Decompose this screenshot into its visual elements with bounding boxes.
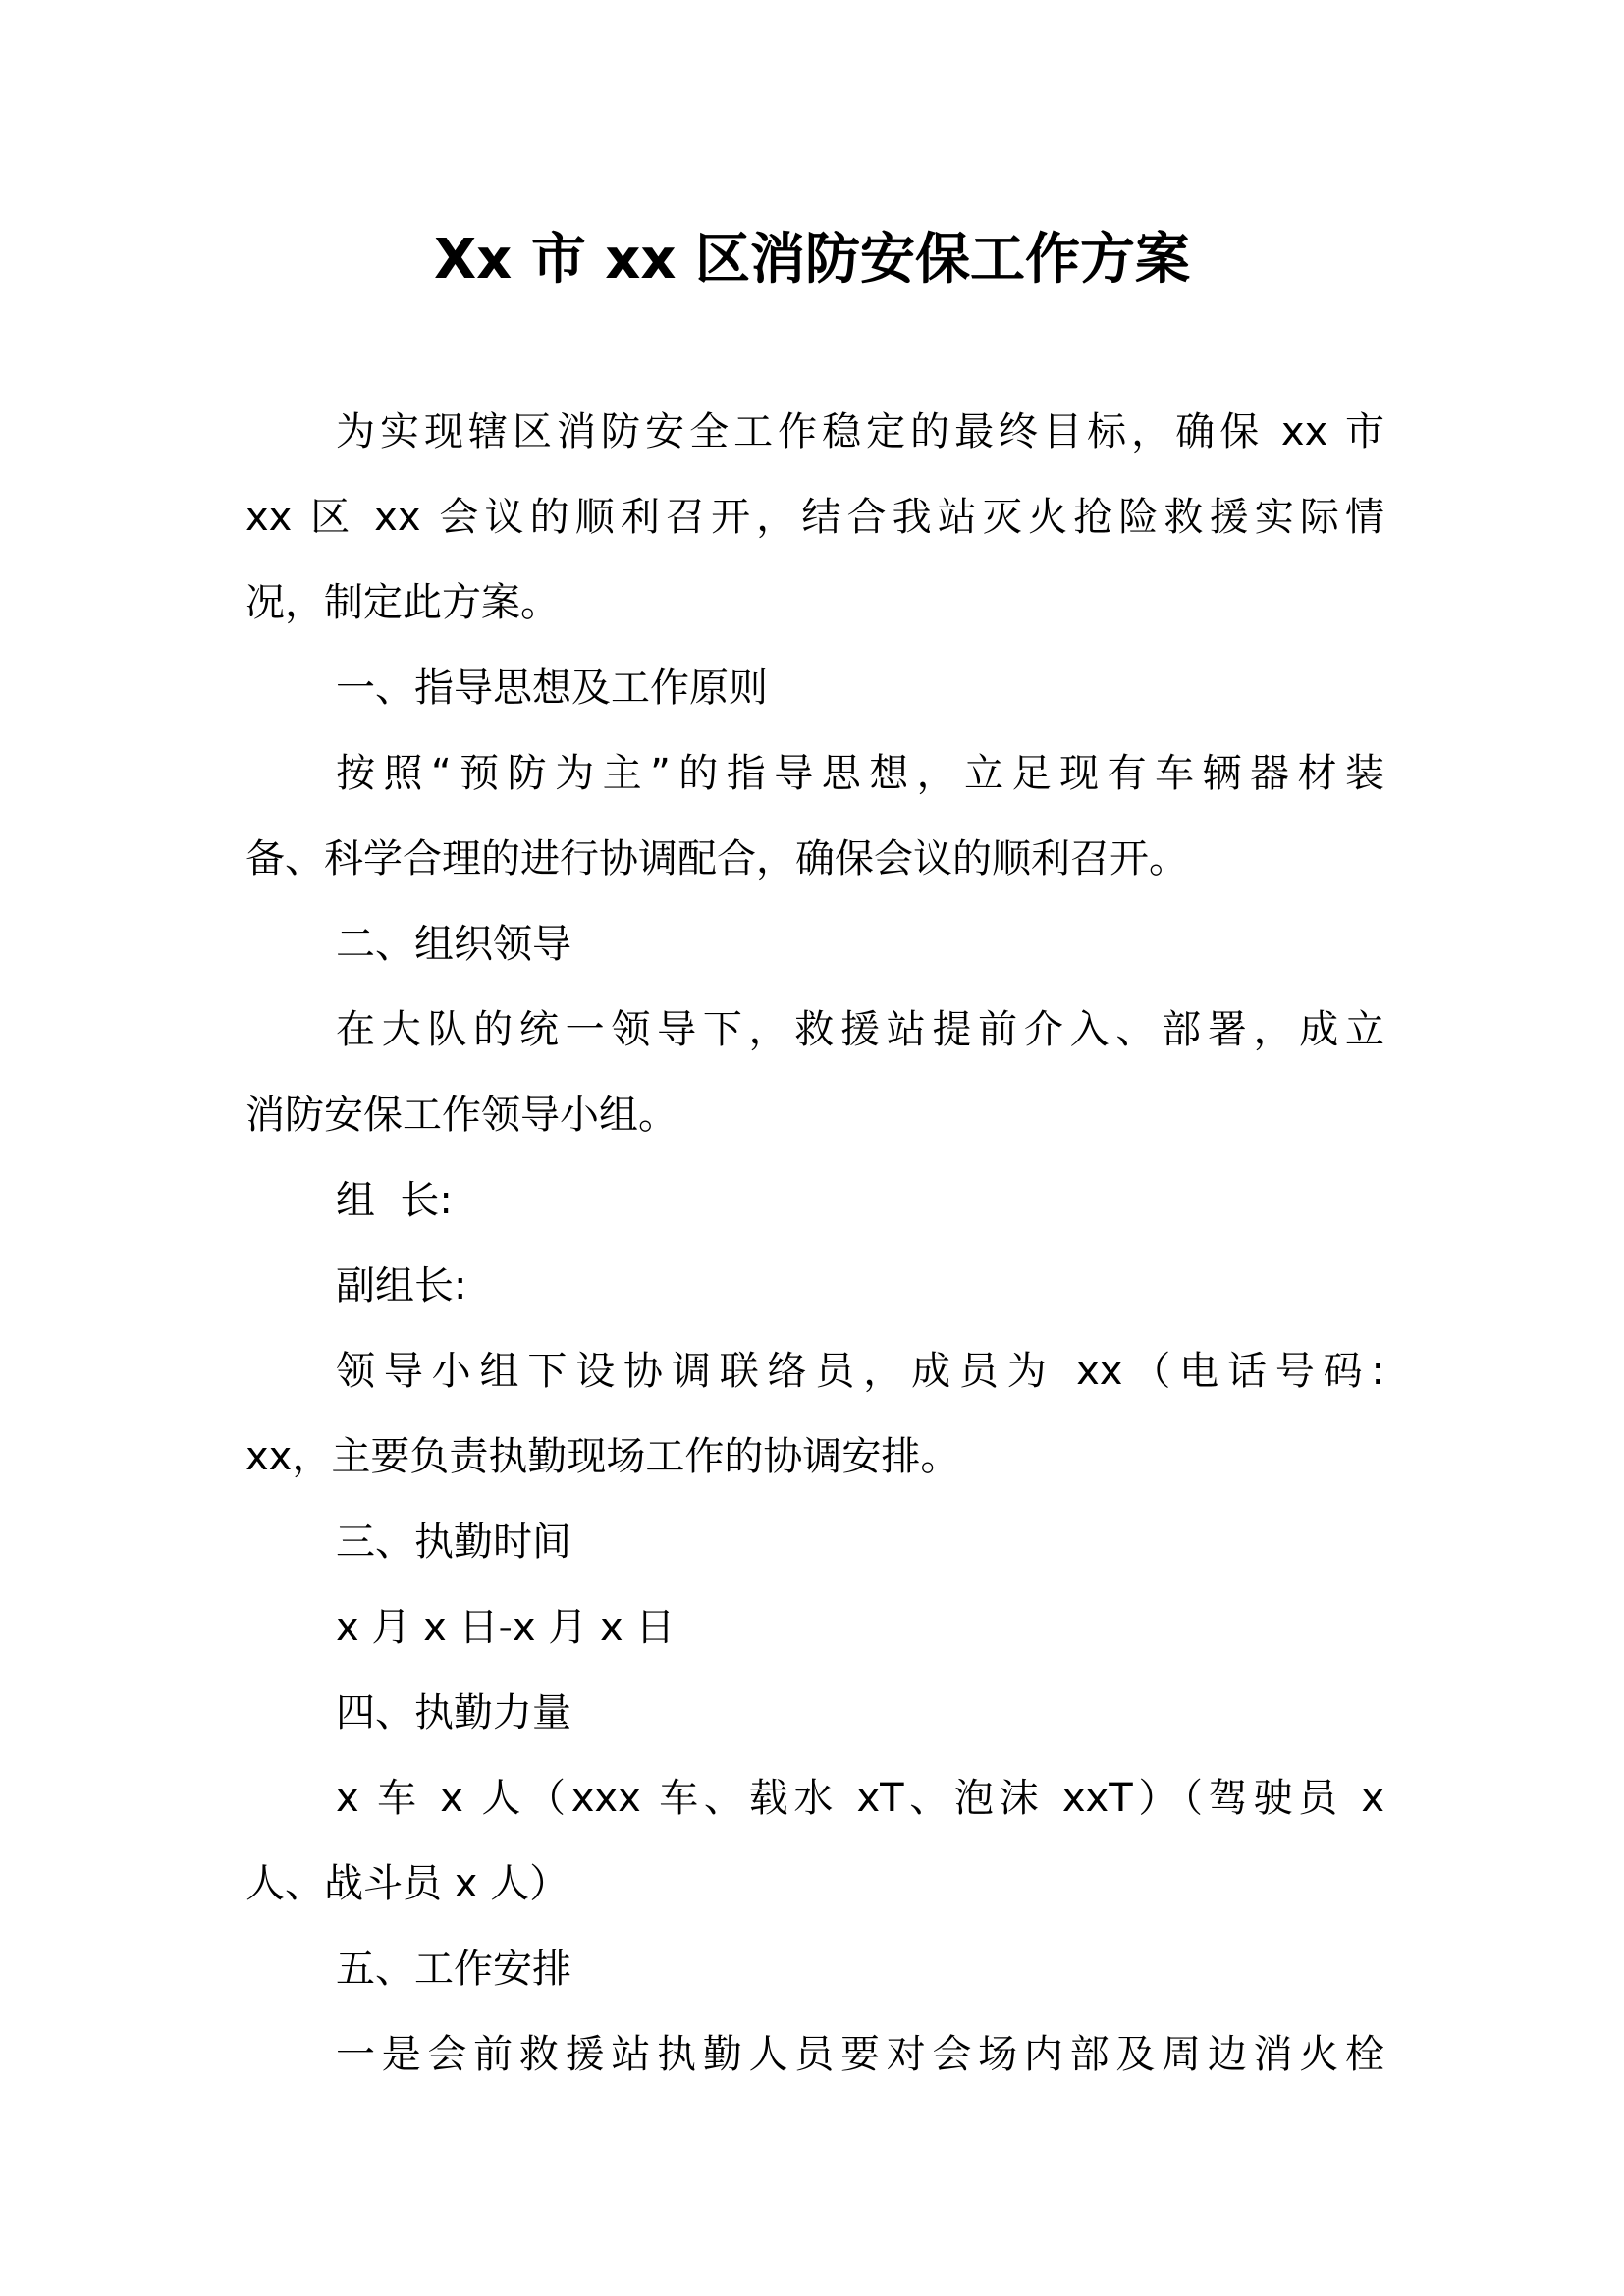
section-heading: 五、工作安排 [336, 1947, 571, 1992]
paragraph-line: 组 长: [336, 1178, 453, 1223]
section-heading: 四、执勤力量 [336, 1690, 571, 1735]
section-heading: 三、执勤时间 [336, 1520, 571, 1565]
paragraph-line: 备、科学合理的进行协调配合，确保会议的顺利召开。 [245, 836, 1188, 881]
paragraph-line: 为实现辖区消防安全工作稳定的最终目标，确保 xx 市 [336, 409, 1384, 454]
section-heading: 一、指导思想及工作原则 [336, 666, 768, 711]
document-title: Xx 市 xx 区消防安保工作方案 [433, 228, 1191, 292]
paragraph-line: 领导小组下设协调联络员，成员为 xx（电话号码: [336, 1349, 1384, 1394]
paragraph-line: 副组长: [336, 1263, 467, 1308]
paragraph-line: 一是会前救援站执勤人员要对会场内部及周边消火栓 [336, 2032, 1384, 2077]
paragraph-line: x 月 x 日-x 月 x 日 [336, 1605, 676, 1650]
paragraph-line: xx 区 xx 会议的顺利召开，结合我站灭火抢险救援实际情 [245, 495, 1384, 540]
section-heading: 二、组织领导 [336, 922, 571, 967]
paragraph-line: 人、战斗员 x 人） [245, 1861, 569, 1906]
paragraph-line: 在大队的统一领导下，救援站提前介入、部署，成立 [336, 1007, 1384, 1052]
paragraph-line: x 车 x 人（xxx 车、载水 xT、泡沫 xxT）（驾驶员 x [336, 1776, 1384, 1821]
paragraph-line: 况，制定此方案。 [245, 580, 560, 625]
paragraph-line: 消防安保工作领导小组。 [245, 1093, 677, 1138]
paragraph-line: 按照“预防为主”的指导思想，立足现有车辆器材装 [336, 751, 1384, 796]
paragraph-line: xx，主要负责执勤现场工作的协调安排。 [245, 1434, 960, 1479]
